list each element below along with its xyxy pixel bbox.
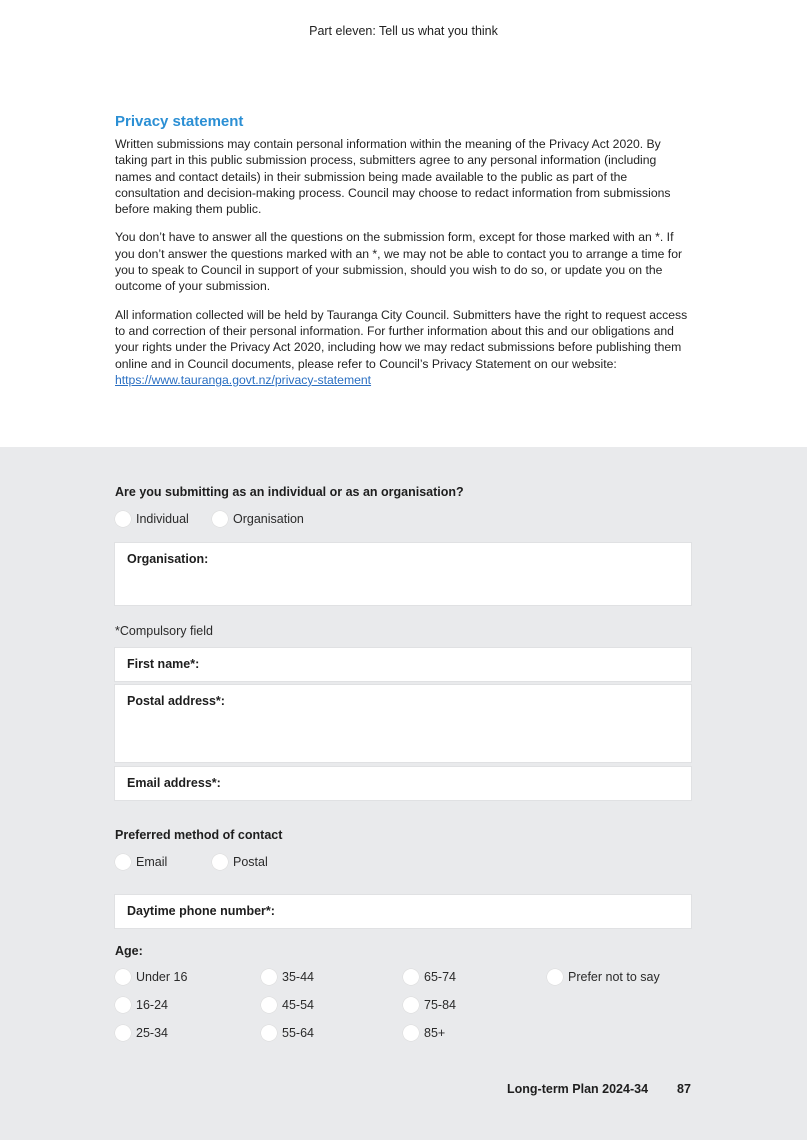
age-option[interactable] <box>403 997 456 1013</box>
age-option-label: 65-74 <box>424 970 456 984</box>
radio-organisation[interactable] <box>212 511 228 527</box>
age-option[interactable] <box>261 1025 314 1041</box>
age-option-label: 25-34 <box>136 1026 168 1040</box>
age-option-label: 16-24 <box>136 998 168 1012</box>
age-radio[interactable] <box>115 969 131 985</box>
option-individual-label: Individual <box>136 512 189 526</box>
age-option-label: Prefer not to say <box>568 970 660 984</box>
age-option[interactable] <box>115 997 168 1013</box>
age-radio[interactable] <box>261 997 277 1013</box>
age-radio[interactable] <box>261 1025 277 1041</box>
privacy-statement <box>115 113 695 400</box>
privacy-statement-link[interactable]: https://www.tauranga.govt.nz/privacy-statement <box>115 372 372 387</box>
age-option[interactable] <box>115 969 187 985</box>
option-postal-label: Postal <box>233 855 268 869</box>
age-option-label: 45-54 <box>282 998 314 1012</box>
submitter-type-question: Are you submitting as an individual or as an organisation? <box>115 485 464 499</box>
age-radio[interactable] <box>403 1025 419 1041</box>
email-address-field[interactable] <box>115 767 691 800</box>
age-radio[interactable] <box>115 997 131 1013</box>
compulsory-note: *Compulsory field <box>115 624 213 638</box>
age-question: Age: <box>115 944 143 958</box>
privacy-paragraph-1: Written submissions may contain personal information within the meaning of the Privacy Act 2020. By taking part in this public submission process, submitters agree to any personal information (including names and contact details) in their submission being made available to the public as part of the consultation and decision-making process. Council may choose to redact information from submissions before making them public. <box>115 137 671 217</box>
contact-method-question: Preferred method of contact <box>115 828 283 842</box>
privacy-heading: Privacy statement <box>115 113 244 130</box>
submission-form <box>0 447 807 1140</box>
age-option-label: Under 16 <box>136 970 188 984</box>
age-option-label: 85+ <box>424 1026 446 1040</box>
page-number: 87 <box>677 1082 691 1096</box>
age-radio[interactable] <box>403 969 419 985</box>
age-option-label: 75-84 <box>424 998 456 1012</box>
option-organisation[interactable] <box>212 511 304 527</box>
age-option[interactable] <box>403 1025 445 1041</box>
age-option[interactable] <box>115 1025 168 1041</box>
age-option-label: 55-64 <box>282 1026 314 1040</box>
option-email[interactable] <box>115 854 167 870</box>
age-option[interactable] <box>261 997 314 1013</box>
age-option[interactable] <box>547 969 660 985</box>
age-option-label: 35-44 <box>282 970 314 984</box>
first-name-field[interactable] <box>115 648 691 681</box>
daytime-phone-field[interactable] <box>115 895 691 928</box>
privacy-paragraph-3-text: All information collected will be held by Tauranga City Council. Submitters have the right to request access to and correction of their personal information. For further information about this and our obligations and your rights under the Privacy Act 2020, including how we may redact submissions before publishing them online and in Council documents, please refer to Council’s Privacy Statement on our website: <box>115 307 688 371</box>
option-postal[interactable] <box>212 854 268 870</box>
postal-address-field[interactable] <box>115 685 691 762</box>
first-name-label: First name*: <box>127 657 200 671</box>
email-address-label: Email address*: <box>127 776 221 790</box>
page-header: Part eleven: Tell us what you think <box>309 24 498 38</box>
age-radio[interactable] <box>403 997 419 1013</box>
daytime-phone-label: Daytime phone number*: <box>127 904 275 918</box>
option-organisation-label: Organisation <box>233 512 304 526</box>
radio-individual[interactable] <box>115 511 131 527</box>
privacy-paragraph-3 <box>115 307 695 388</box>
age-radio[interactable] <box>115 1025 131 1041</box>
option-individual[interactable] <box>115 511 189 527</box>
age-option[interactable] <box>403 969 456 985</box>
option-email-label: Email <box>136 855 168 869</box>
postal-address-label: Postal address*: <box>127 694 225 708</box>
age-radio[interactable] <box>261 969 277 985</box>
footer-document-title: Long-term Plan 2024-34 <box>507 1082 649 1096</box>
organisation-label: Organisation: <box>127 552 209 566</box>
radio-email[interactable] <box>115 854 131 870</box>
radio-postal[interactable] <box>212 854 228 870</box>
privacy-paragraph-2: You don’t have to answer all the questions on the submission form, except for those marked with an *. If you don’t answer the questions marked with an *, we may not be able to contact you to arrange a time for you to speak to Council in support of your submission, should you wish to do so, or update you on the outcome of your submission. <box>115 230 683 294</box>
age-radio[interactable] <box>547 969 563 985</box>
organisation-field[interactable] <box>115 543 691 605</box>
age-option[interactable] <box>261 969 314 985</box>
